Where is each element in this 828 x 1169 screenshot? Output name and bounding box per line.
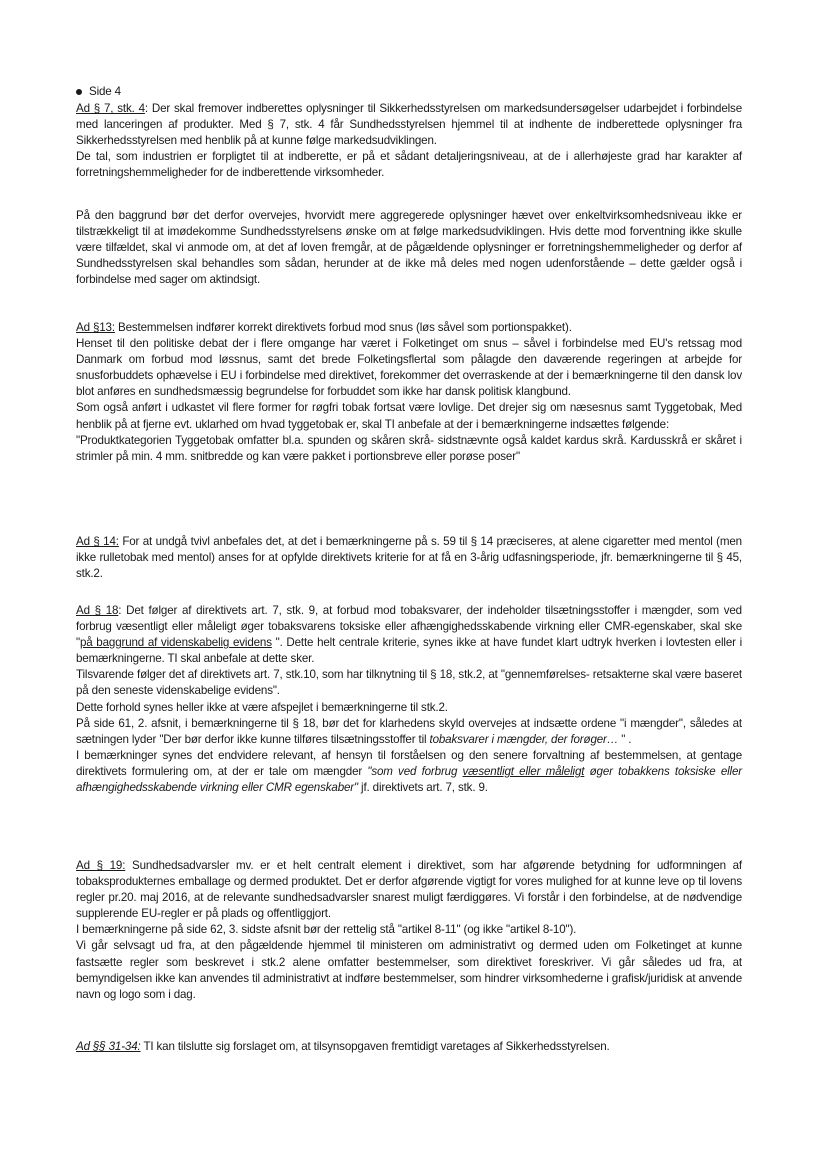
bullet-icon	[76, 89, 82, 95]
paragraph: I bemærkningerne på side 62, 3. sidste afsnit bør der rettelig stå "artikel 8-11" (og ikke "artikel 8-10").	[76, 923, 577, 937]
paragraph	[76, 748, 742, 796]
section-text: Bestemmelsen indfører korrekt direktivets forbud mod snus (løs såvel som portionspakket).	[114, 321, 572, 334]
section-label: Ad § 18	[76, 604, 119, 617]
paragraph	[76, 858, 742, 922]
section-text: TI kan tilslutte sig forslaget om, at tilsynsopgaven fremtidigt varetages af Sikkerhedsstyrelsen.	[140, 1040, 610, 1053]
section-31-34	[76, 1039, 742, 1055]
section-text: I bemærkninger synes det endvidere relevant, af hensyn til forståelsen og den senere forvaltning af bestemmelsen, at gentage direktivets formulering om, at der er tale om mængder	[76, 748, 742, 778]
section-text: : Det følger af direktivets art. 7, stk. 9, at forbud mod tobaksvarer, der indeholder tilsætningsstoffer i mængder, som ved forbrug væsentligt eller måleligt øger tobaksvarens toksiske eller afhængighedsskabende virkning eller CMR-egenskaber, skal ske "	[76, 604, 742, 650]
paragraph: Henset til den politiske debat der i flere omgange har været i Folketinget om snus – såvel i forbindelse med EU's retssag mod Danmark om forbud mod løssnus, samt det brede Folketingsflertal som pålagde den daværende regeringen at arbejde for snusforbuddets ophævelse i EU i forbindelse med direktivet, forekommer det overraskende at der i bemærkningerne til den dansk lov blot anføres en sundhedsmæssig begrundelse for forbuddet som ikke har dansk politisk klangbund.	[76, 337, 742, 399]
section-label: Ad §13:	[76, 321, 115, 334]
section-label: Ad § 14:	[76, 535, 119, 548]
section-label: Ad § 7, stk. 4	[76, 102, 145, 115]
section-7-4-cont	[76, 208, 742, 288]
italic-phrase: tobaksvarer i mængder, der forøger…	[429, 732, 619, 746]
italic-phrase: øger tobakkens toksiske eller afhængighedsskabende virkning eller CMR egenskaber"	[76, 764, 742, 795]
underlined-italic-phrase: væsentligt eller måleligt	[462, 764, 585, 778]
page-label-row	[76, 84, 742, 100]
section-label: Ad § 19:	[76, 859, 126, 872]
paragraph: De tal, som industrien er forpligtet til at indberette, er på et sådant detaljeringsniveau, at de i allerhøjeste grad har karakter af forretningshemmeligheder for de indberettende virksomheder.	[76, 150, 742, 180]
section-text: For at undgå tvivl anbefales det, at det i bemærkningerne på s. 59 til § 14 præciseres, at alene cigaretter med mentol (men ikke rulletobak med mentol) anses for at opfylde direktivets kriterie for at få en 3-årig udfasningsperiode, jfr. bemærkningerne til § 45, stk.2.	[76, 535, 742, 581]
underlined-phrase: på baggrund af videnskabelig evidens	[79, 636, 272, 650]
section-13	[76, 320, 742, 465]
section-label: Ad §§ 31-34:	[76, 1040, 141, 1053]
paragraph: Vi går selvsagt ud fra, at den pågældende hjemmel til ministeren om administrativt og dermed uden om Folketinget at kunne fastsætte regler som beskrevet i stk.2 alene omfatter bestemmelser, som direktivet foreskriver. Vi går således ud fra, at bemyndigelsen ikke kan anvendes til administrativt at indføre bestemmelser, som hindrer virksomhederne i grafisk/juridisk at anvende navn og logo som i dag.	[76, 939, 742, 1001]
paragraph	[76, 320, 742, 336]
paragraph: Dette forhold synes heller ikke at være afspejlet i bemærkningerne til stk.2.	[76, 700, 448, 714]
paragraph	[76, 603, 742, 667]
paragraph	[76, 716, 742, 748]
quote-paragraph: "Produktkategorien Tyggetobak omfatter bl.a. spunden og skåren skrå- sidstnævnte også kaldet kardus skrå. Kardusskrå er skåret i strimler på min. 4 mm. snitbredde og kan være pakket i portionsbreve eller porøse poser"	[76, 433, 742, 463]
section-19	[76, 858, 742, 1003]
section-7-4	[76, 101, 742, 181]
paragraph: På den baggrund bør det derfor overvejes, hvorvidt mere aggregerede oplysninger hævet over enkeltvirksomhedsniveau ikke er tilstrækkeligt til at imødekomme Sundhedsstyrelsens ønske om at følge markedsudviklingen. Hvis dette mod forventning ikke skulle være tilfældet, skal vi anmode om, at det af loven fremgår, at de pågældende oplysninger er forretningshemmeligheder og derfor af Sundhedsstyrelsen skal behandles som sådan, herunder at de ikke må deles med nogen udenforstående – dette gælder også i forbindelse med sager om aktindsigt.	[76, 209, 742, 287]
italic-phrase: "som ved forbrug	[367, 764, 463, 778]
section-text: ". Dette helt centrale kriterie, synes ikke at have fundet klart udtryk hverken i lovtesten eller i bemærkningerne. TI skal anbefale at dette sker.	[76, 636, 742, 666]
section-text: Sundhedsadvarsler mv. er et helt centralt element i direktivet, som har afgørende betydning for udformningen af tobaksprodukternes emballage og dermed produktet. Det er derfor afgørende vigtigt for vores mulighed for at kunne leve op til lovens regler pr.20. maj 2016, at de relevante sundhedsadvarsler snarest muligt færdiggøres. Vi forstår i den forbindelse, at de nødvendige supplerende EU-regler er på plads og offentliggjort.	[76, 859, 742, 921]
section-text: jf. direktivets art. 7, stk. 9.	[357, 781, 488, 795]
section-14	[76, 534, 742, 582]
section-18	[76, 603, 742, 796]
paragraph	[76, 1039, 742, 1055]
paragraph: Som også anført i udkastet vil flere former for røgfri tobak fortsat være lovlige. Det drejer sig om næsesnus samt Tyggetobak, Med henblik på at fjerne evt. uklarhed om hvad tyggetobak er, skal TI anbefale at der i bemærkningerne indsættes følgende:	[76, 401, 742, 431]
paragraph: Tilsvarende følger det af direktivets art. 7, stk.10, som har tilknytning til § 18, stk.2, at "gennemførelses- retsakterne skal være baseret på den seneste videnskabelige evidens".	[76, 668, 742, 698]
paragraph	[76, 101, 742, 149]
page-label: Side 4	[89, 85, 121, 98]
paragraph	[76, 534, 742, 582]
section-text: " .	[618, 732, 632, 746]
section-text: : Der skal fremover indberettes oplysninger til Sikkerhedsstyrelsen om markedsundersøgelser udarbejdet i forbindelse med lanceringen af produkter. Med § 7, stk. 4 får Sundhedsstyrelsen hjemmel til at indhente de indberettede oplysninger fra Sikkerhedsstyrelsen med henblik på at kunne følge markedsudviklingen.	[76, 102, 742, 148]
section-text: På side 61, 2. afsnit, i bemærkningerne til § 18, bør det for klarhedens skyld overvejes at indsætte ordene "i mængder", således at sætningen lyder "Der bør derfor ikke kunne tilføres tilsætningsstoffer til	[76, 716, 742, 746]
